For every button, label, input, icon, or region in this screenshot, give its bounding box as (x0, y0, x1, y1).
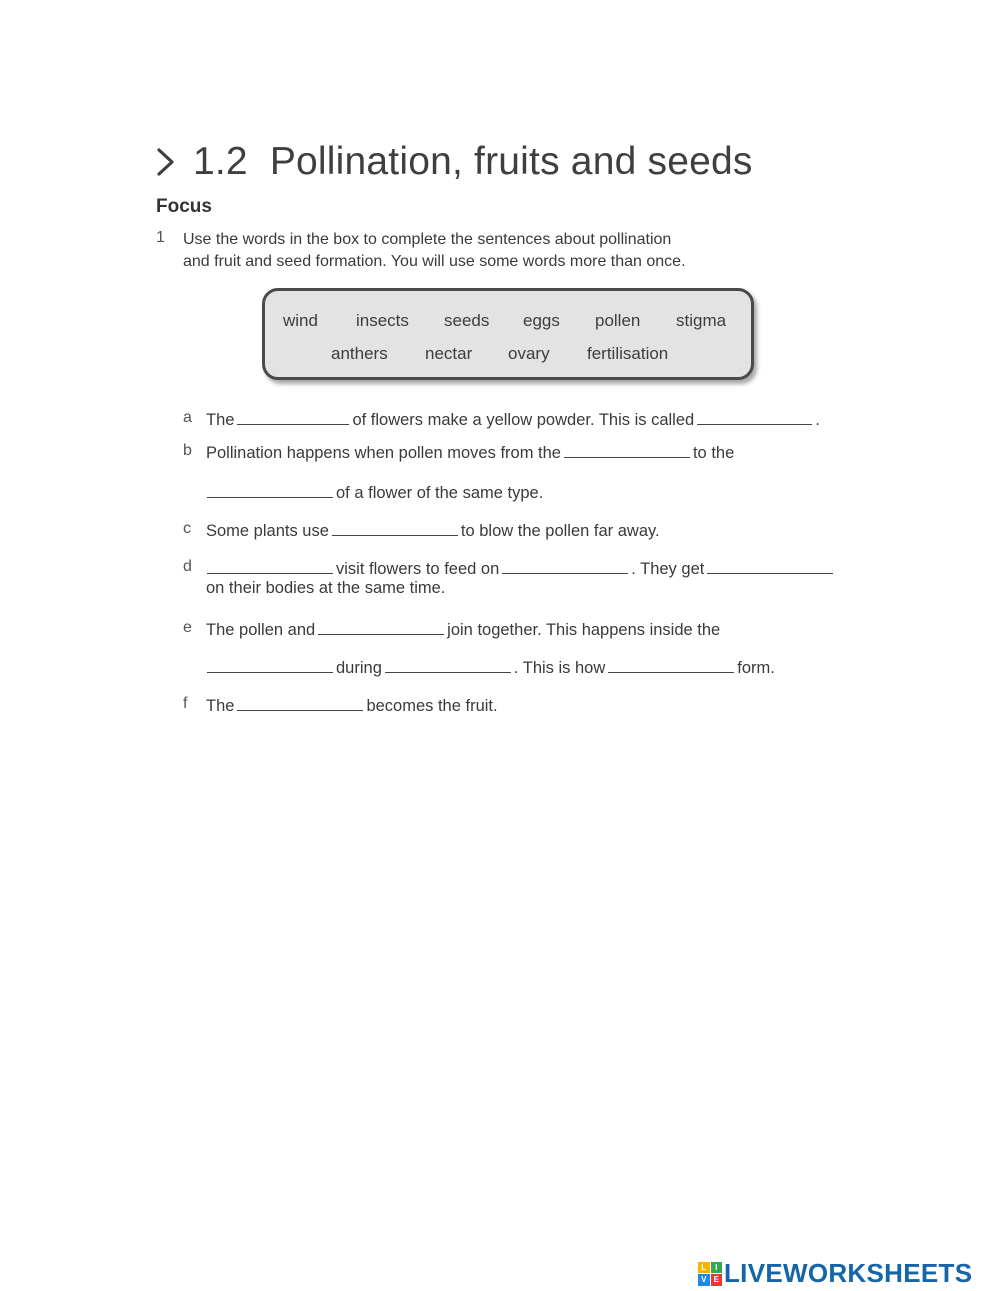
item-label-c: c (183, 520, 191, 537)
sentence-text: Pollination happens when pollen moves from the (206, 444, 561, 462)
logo-icon-letter: I (711, 1262, 723, 1274)
page-title (153, 140, 753, 184)
answer-blank[interactable] (564, 441, 690, 458)
sentence-d (204, 557, 836, 579)
sentence-text: Some plants use (206, 522, 329, 540)
sentence-text: of flowers make a yellow powder. This is called (352, 411, 695, 429)
answer-blank[interactable] (207, 656, 333, 673)
sentence-text: . (815, 411, 820, 429)
sentence-b (206, 441, 734, 463)
sentence-text: visit flowers to feed on (336, 560, 500, 578)
sentence-text: The (206, 697, 235, 715)
sentence-text: The (206, 411, 235, 429)
sentence-text: . They get (631, 560, 705, 578)
word-bank-item: anthers (331, 344, 388, 363)
item-label-e: e (183, 619, 192, 636)
word-bank-item: pollen (595, 311, 641, 330)
sentence-text: during (336, 659, 382, 677)
answer-blank[interactable] (707, 557, 833, 574)
sentence-c (206, 519, 660, 541)
answer-blank[interactable] (237, 694, 363, 711)
word-bank-item: stigma (676, 311, 727, 330)
item-label-d: d (183, 558, 192, 575)
logo-icon-letter: E (711, 1274, 723, 1286)
logo-icon-letter: L (698, 1262, 710, 1274)
question-number: 1 (156, 229, 165, 246)
sentence-text: . This is how (513, 659, 606, 677)
answer-blank[interactable] (207, 557, 333, 574)
word-box (262, 288, 754, 380)
word-bank-item: seeds (444, 311, 490, 330)
sentence-a (206, 408, 820, 430)
instruction-line-2: and fruit and seed formation. You will use some words more than once. (183, 253, 686, 270)
sentence-b-continued (204, 481, 543, 503)
title-text: Pollination, fruits and seeds (269, 140, 753, 183)
word-bank-item: eggs (523, 311, 560, 330)
logo-text: LIVEWORKSHEETS (724, 1258, 973, 1288)
sentence-text: becomes the fruit. (366, 697, 498, 715)
chevron-right-icon (153, 142, 179, 182)
section-heading: Focus (156, 196, 212, 217)
answer-blank[interactable] (237, 408, 349, 425)
answer-blank[interactable] (385, 656, 511, 673)
sentence-d-continued: on their bodies at the same time. (206, 579, 446, 597)
sentence-e (206, 618, 720, 640)
sentence-text: form. (737, 659, 775, 677)
sentence-text: to blow the pollen far away. (460, 522, 660, 540)
answer-blank[interactable] (207, 481, 333, 498)
question-instructions (183, 229, 686, 273)
sentence-text: of a flower of the same type. (336, 484, 544, 502)
sentence-text: The pollen and (206, 621, 316, 639)
sentence-text: to the (692, 444, 735, 462)
word-bank-item: fertilisation (587, 344, 669, 363)
liveworksheets-logo[interactable] (698, 1258, 972, 1289)
item-label-b: b (183, 442, 192, 459)
word-bank-item: wind (283, 311, 318, 330)
answer-blank[interactable] (502, 557, 628, 574)
item-label-f: f (183, 695, 188, 712)
title-number: 1.2 (193, 140, 248, 183)
sentence-f (206, 694, 498, 716)
answer-blank[interactable] (608, 656, 734, 673)
word-bank-item: ovary (508, 344, 550, 363)
word-bank-item: nectar (425, 344, 473, 363)
item-label-a: a (183, 409, 192, 426)
instruction-line-1: Use the words in the box to complete the sentences about pollination (183, 231, 672, 248)
sentence-e-continued (204, 656, 775, 678)
liveworksheets-logo-icon (698, 1262, 722, 1286)
logo-icon-letter: V (698, 1274, 710, 1286)
sentence-text: join together. This happens inside the (447, 621, 721, 639)
answer-blank[interactable] (332, 519, 458, 536)
word-bank-item: insects (356, 311, 409, 330)
answer-blank[interactable] (697, 408, 812, 425)
answer-blank[interactable] (318, 618, 444, 635)
